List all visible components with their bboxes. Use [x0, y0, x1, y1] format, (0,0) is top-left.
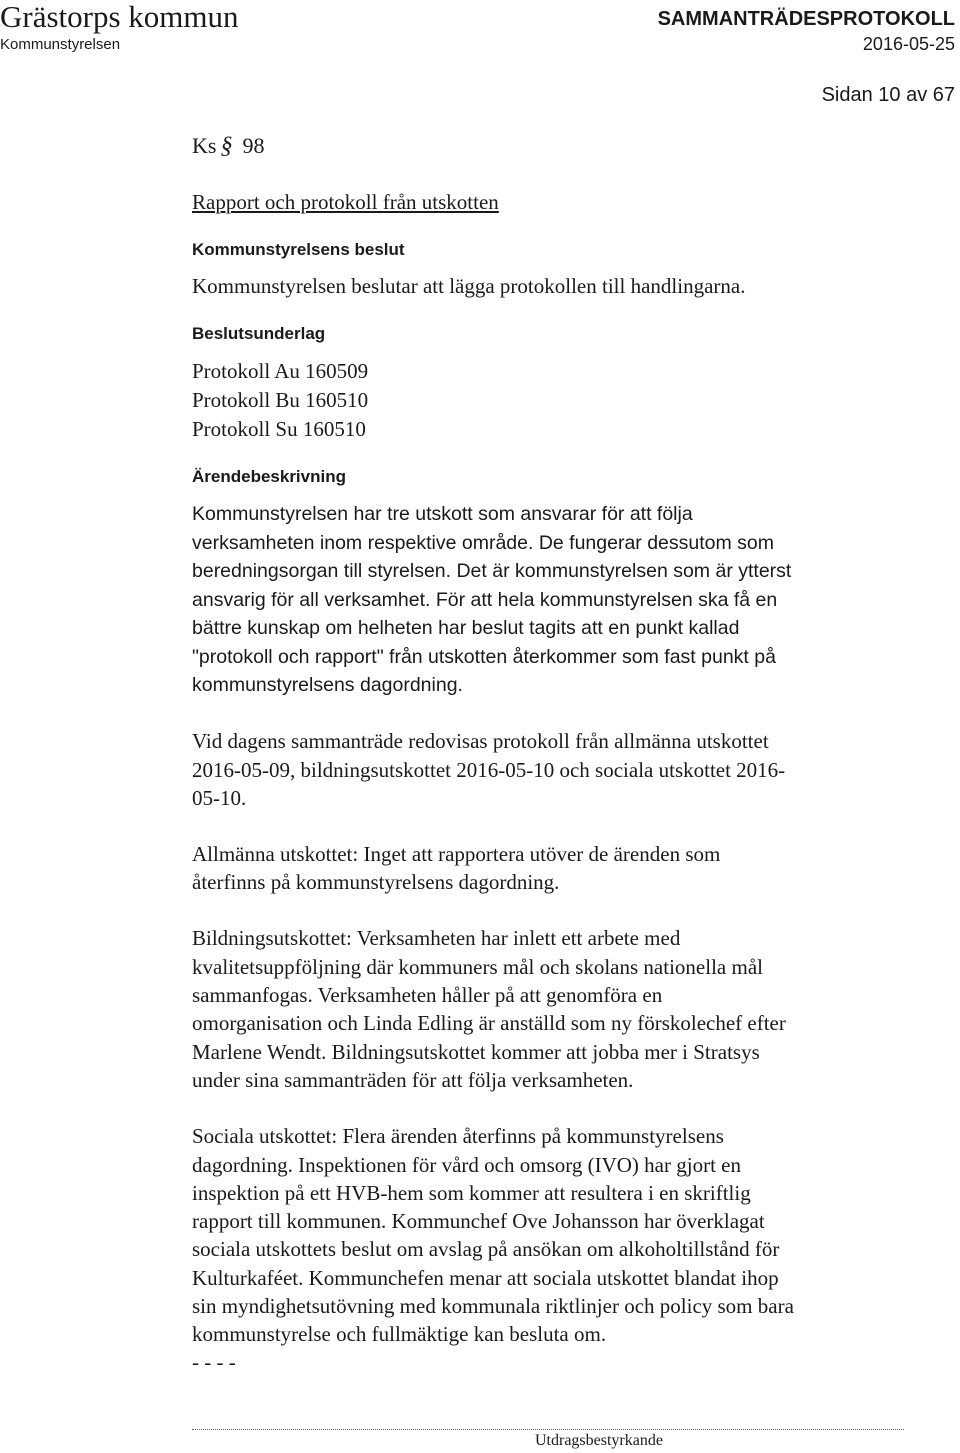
body-line: under sina sammanträden för att följa verksamheten.	[192, 1068, 634, 1092]
description-line: "protokoll och rapport" från utskotten återkommer som fast punkt på	[192, 646, 776, 668]
page-number: Sidan 10 av 67	[821, 84, 955, 106]
body-line: 2016-05-09, bildningsutskottet 2016-05-10 och sociala utskottet 2016-	[192, 758, 786, 782]
footer-divider	[192, 1429, 904, 1430]
footer-label: Utdragsbestyrkande	[535, 1432, 663, 1449]
end-marker: - - - -	[192, 1350, 236, 1374]
description-line: ansvarig för all verksamhet. För att hela kommunstyrelsen ska få en	[192, 589, 778, 611]
basis-item: Protokoll Bu 160510	[192, 388, 369, 412]
body-line: Bildningsutskottet: Verksamheten har inlett ett arbete med	[192, 926, 681, 950]
section-prefix: Ks	[192, 133, 217, 158]
body-line: sammanfogas. Verksamheten håller på att genomföra en	[192, 983, 663, 1007]
department-name: Kommunstyrelsen	[0, 36, 121, 53]
body-line: Kulturkaféet. Kommunchefen menar att sociala utskottet blandat ihop	[192, 1266, 779, 1290]
basis-item: Protokoll Su 160510	[192, 417, 366, 441]
decision-text: Kommunstyrelsen beslutar att lägga protokollen till handlingarna.	[192, 274, 746, 298]
body-line: rapport till kommunen. Kommunchef Ove Johansson har överklagat	[192, 1209, 765, 1233]
body-line: 05-10.	[192, 786, 247, 810]
description-line: beredningsorgan till styrelsen. Det är kommunstyrelsen som är ytterst	[192, 560, 792, 582]
body-line: inspektion på ett HVB-hem som kommer att resultera i en skriftlig	[192, 1181, 751, 1205]
description-line: bättre kunskap om helheten har beslut tagits att en punkt kallad	[192, 617, 740, 639]
description-line: kommunstyrelsens dagordning.	[192, 674, 463, 696]
body-line: dagordning. Inspektionen för vård och omsorg (IVO) har gjort en	[192, 1153, 741, 1177]
description-line: Kommunstyrelsen har tre utskott som ansvarar för att följa	[192, 503, 693, 525]
body-line: Marlene Wendt. Bildningsutskottet kommer att jobba mer i Stratsys	[192, 1040, 760, 1064]
description-line: verksamheten inom respektive område. De fungerar dessutom som	[192, 532, 775, 554]
document-type: SAMMANTRÄDESPROTOKOLL	[657, 8, 955, 30]
section-digits: 98	[242, 133, 265, 158]
organization-name: Grästorps kommun	[0, 0, 239, 34]
body-line: kvalitetsuppföljning där kommuners mål och skolans nationella mål	[192, 955, 763, 979]
description-heading: Ärendebeskrivning	[192, 467, 346, 486]
body-line: Allmänna utskottet: Inget att rapportera utöver de ärenden som	[192, 842, 721, 866]
item-title: Rapport och protokoll från utskotten	[192, 190, 499, 214]
section-number	[192, 132, 264, 160]
body-line: sin myndighetsutövning med kommunala riktlinjer och policy som bara	[192, 1294, 794, 1318]
body-line: återfinns på kommunstyrelsens dagordning.	[192, 870, 560, 894]
decision-heading: Kommunstyrelsens beslut	[192, 240, 405, 259]
document-date: 2016-05-25	[862, 34, 955, 54]
body-line: omorganisation och Linda Edling är anställd som ny förskolechef efter	[192, 1011, 786, 1035]
body-line: sociala utskottets beslut om avslag på ansökan om alkoholtillstånd för	[192, 1237, 780, 1261]
body-line: Sociala utskottet: Flera ärenden återfinns på kommunstyrelsens	[192, 1124, 724, 1148]
basis-item: Protokoll Au 160509	[192, 359, 369, 383]
body-line: Vid dagens sammanträde redovisas protokoll från allmänna utskottet	[192, 729, 769, 753]
paragraph-symbol: §	[220, 133, 233, 159]
body-line: kommunstyrelse och fullmäktige kan besluta om.	[192, 1322, 607, 1346]
basis-heading: Beslutsunderlag	[192, 324, 326, 343]
